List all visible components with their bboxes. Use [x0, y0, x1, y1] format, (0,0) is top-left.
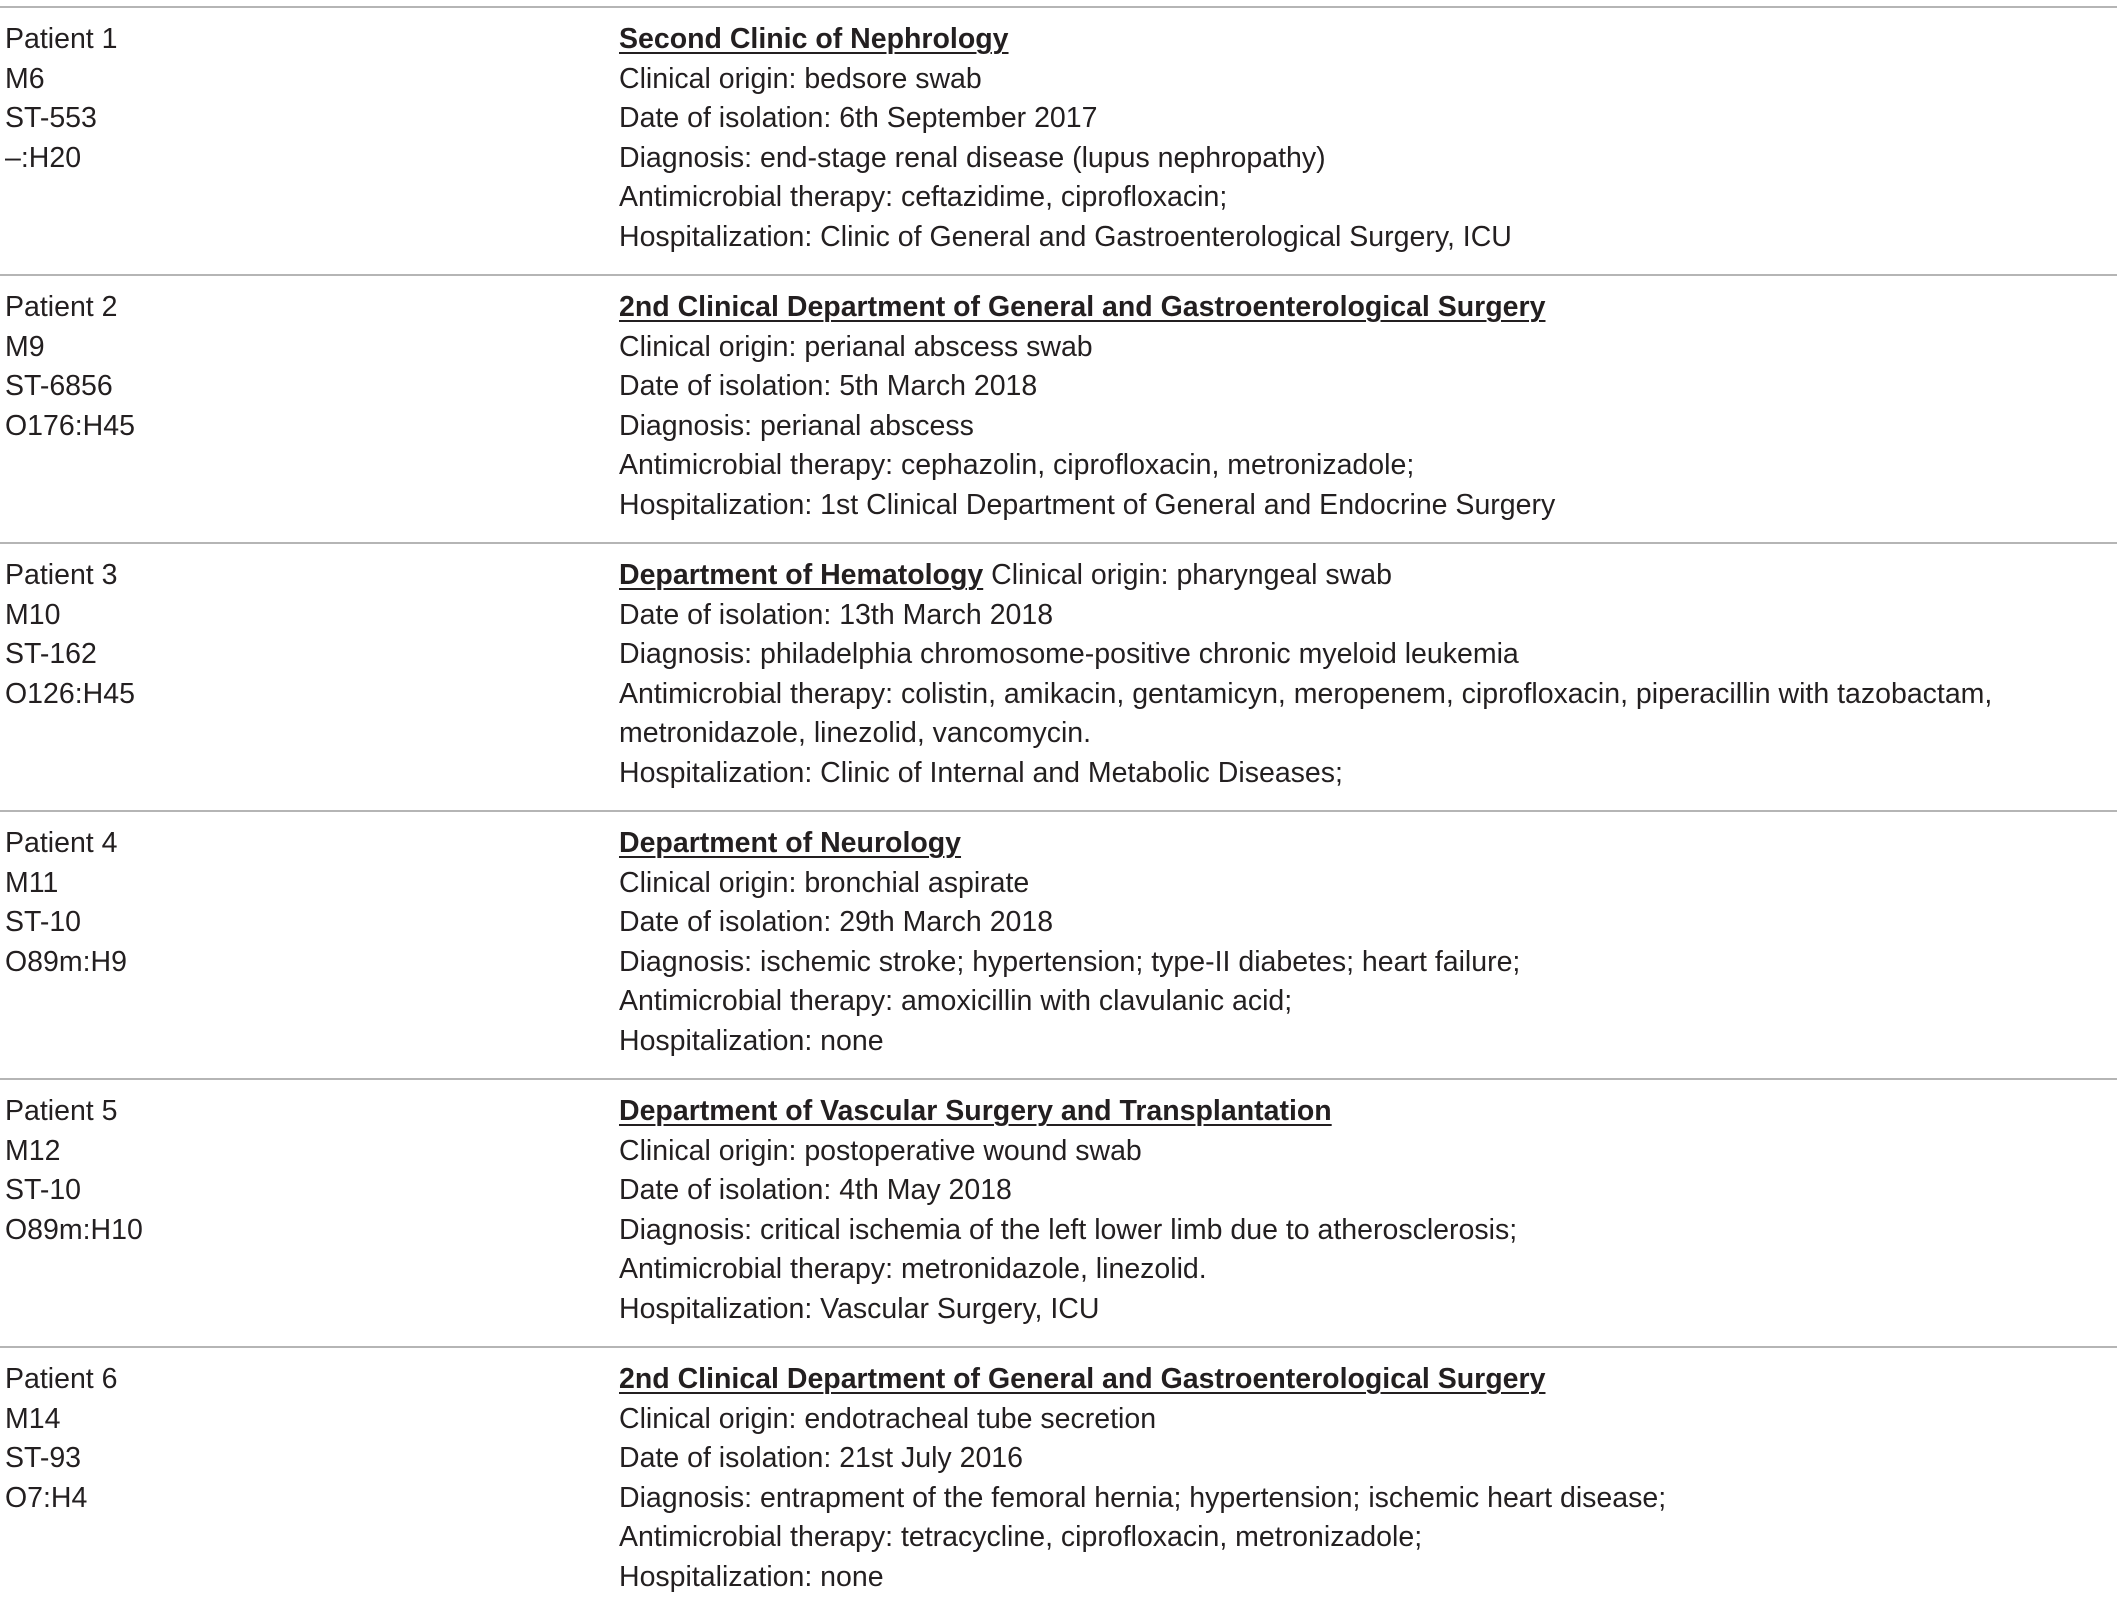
detail-line: Date of isolation: 29th March 2018: [619, 906, 1054, 938]
patient-details: [619, 556, 2099, 793]
detail-line: Diagnosis: end-stage renal disease (lupus nephropathy): [619, 141, 1326, 174]
detail-line: Date of isolation: 13th March 2018: [619, 598, 1054, 631]
patient-label: Patient 4: [5, 827, 118, 859]
isolate-id: M14: [5, 1402, 61, 1435]
department-line: [619, 288, 2099, 328]
sequence-type: ST-10: [5, 1174, 82, 1206]
patient-table: [0, 6, 2117, 1614]
detail-line: Clinical origin: perianal abscess swab: [619, 330, 1093, 363]
detail-line: Clinical origin: bronchial aspirate: [619, 866, 1030, 899]
detail-line: Clinical origin: postoperative wound swab: [619, 1134, 1142, 1167]
table-row: [0, 1346, 2117, 1614]
department-name: Second Clinic of Nephrology: [619, 23, 1009, 55]
detail-line: Hospitalization: Clinic of General and Gastroenterological Surgery, ICU: [619, 220, 1512, 253]
patient-label: Patient 3: [5, 559, 118, 591]
table-row: [0, 1078, 2117, 1346]
detail-line: Date of isolation: 21st July 2016: [619, 1442, 1023, 1474]
detail-line: Antimicrobial therapy: cephazolin, ciprofloxacin, metronizadole;: [619, 449, 1415, 481]
department-line: [619, 20, 2099, 60]
detail-line: Date of isolation: 4th May 2018: [619, 1174, 1012, 1206]
serotype: O126:H45: [5, 677, 135, 710]
isolate-id: M9: [5, 330, 45, 363]
detail-line: Diagnosis: entrapment of the femoral hernia; hypertension; ischemic heart disease;: [619, 1481, 1667, 1514]
department-name: Department of Neurology: [619, 827, 962, 859]
department-name: 2nd Clinical Department of General and Gastroenterological Surgery: [619, 291, 1546, 323]
detail-line: Hospitalization: Clinic of Internal and Metabolic Diseases;: [619, 756, 1343, 789]
detail-line: Hospitalization: none: [619, 1560, 884, 1593]
detail-line: Antimicrobial therapy: metronidazole, linezolid.: [619, 1253, 1207, 1285]
detail-line: Antimicrobial therapy: ceftazidime, ciprofloxacin;: [619, 181, 1228, 213]
serotype: O176:H45: [5, 409, 135, 442]
detail-line: Antimicrobial therapy: tetracycline, ciprofloxacin, metronizadole;: [619, 1521, 1423, 1553]
detail-line: Hospitalization: Vascular Surgery, ICU: [619, 1292, 1100, 1325]
patient-identifiers: [5, 824, 127, 982]
sequence-type: ST-10: [5, 906, 82, 938]
serotype: O89m:H10: [5, 1213, 143, 1246]
serotype: –:H20: [5, 141, 82, 174]
detail-line: Diagnosis: perianal abscess: [619, 409, 974, 442]
department-line: [619, 1360, 2099, 1400]
serotype: O89m:H9: [5, 945, 127, 978]
patient-details: [619, 20, 2099, 257]
detail-line: Diagnosis: ischemic stroke; hypertension; type-II diabetes; heart failure;: [619, 945, 1521, 978]
isolate-id: M12: [5, 1134, 61, 1167]
detail-line: Diagnosis: critical ischemia of the left lower limb due to atherosclerosis;: [619, 1213, 1518, 1246]
patient-identifiers: [5, 1092, 143, 1250]
patient-details: [619, 288, 2099, 525]
department-name: Department of Hematology: [619, 559, 984, 591]
patient-identifiers: [5, 1360, 118, 1518]
department-line: [619, 824, 2099, 864]
detail-line: Antimicrobial therapy: amoxicillin with clavulanic acid;: [619, 985, 1293, 1017]
table-row: [0, 274, 2117, 542]
isolate-id: M10: [5, 598, 61, 631]
table-row: [0, 810, 2117, 1078]
table-row: [0, 542, 2117, 810]
detail-line: Date of isolation: 6th September 2017: [619, 102, 1098, 134]
patient-details: [619, 1360, 2099, 1597]
department-name: Department of Vascular Surgery and Transplantation: [619, 1095, 1332, 1127]
patient-label: Patient 1: [5, 23, 118, 55]
detail-line: Date of isolation: 5th March 2018: [619, 370, 1038, 402]
patient-label: Patient 5: [5, 1095, 118, 1127]
detail-line: Hospitalization: 1st Clinical Department of General and Endocrine Surgery: [619, 488, 1556, 521]
patient-details: [619, 1092, 2099, 1329]
isolate-id: M6: [5, 62, 45, 95]
sequence-type: ST-553: [5, 102, 97, 134]
department-line: [619, 1092, 2099, 1132]
serotype: O7:H4: [5, 1481, 88, 1514]
patient-label: Patient 2: [5, 291, 118, 323]
detail-line: Diagnosis: philadelphia chromosome-positive chronic myeloid leukemia: [619, 638, 1519, 670]
detail-line: Clinical origin: endotracheal tube secretion: [619, 1402, 1157, 1435]
table-row: [0, 6, 2117, 274]
sequence-type: ST-93: [5, 1442, 82, 1474]
detail-line: Hospitalization: none: [619, 1024, 884, 1057]
department-name: 2nd Clinical Department of General and Gastroenterological Surgery: [619, 1363, 1546, 1395]
patient-identifiers: [5, 288, 135, 446]
patient-label: Patient 6: [5, 1363, 118, 1395]
sequence-type: ST-6856: [5, 370, 113, 402]
patient-identifiers: [5, 20, 118, 178]
patient-identifiers: [5, 556, 135, 714]
patient-details: [619, 824, 2099, 1061]
detail-line: Clinical origin: bedsore swab: [619, 62, 982, 95]
detail-line: Antimicrobial therapy: colistin, amikacin, gentamicyn, meropenem, ciprofloxacin, piperacillin with tazobactam, metronidazole, linezolid, vancomycin.: [619, 677, 1993, 749]
department-inline-text: Clinical origin: pharyngeal swab: [983, 559, 1392, 591]
sequence-type: ST-162: [5, 638, 97, 670]
isolate-id: M11: [5, 866, 59, 899]
department-line: [619, 556, 2099, 596]
